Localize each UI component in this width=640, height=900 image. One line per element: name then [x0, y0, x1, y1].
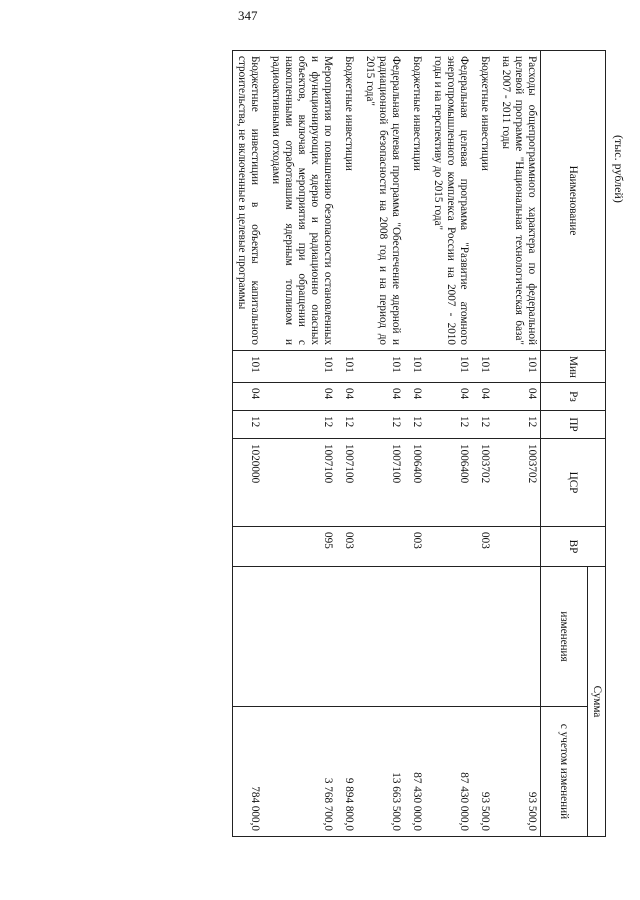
row-min: 101: [476, 351, 497, 383]
header-min: Мин: [541, 351, 606, 383]
row-changes: [429, 567, 476, 707]
row-changes: [361, 567, 408, 707]
row-name: Расходы общепрограммного характера по федеральной целевой программе "Национальная технологическая база" на 2007 - 2011 годы: [497, 51, 541, 351]
table-body: [233, 51, 541, 837]
table-row: [476, 51, 497, 837]
row-pr: 12: [497, 411, 541, 439]
table-row: [267, 51, 340, 837]
row-csr: 1006400: [429, 439, 476, 527]
table-row: [233, 51, 268, 837]
row-csr: 1007100: [267, 439, 340, 527]
row-name: Бюджетные инвестиции: [408, 51, 429, 351]
table-row: [340, 51, 361, 837]
units-label: (тыс. рублей): [612, 135, 626, 203]
row-rz: 04: [361, 383, 408, 411]
row-csr: 1003702: [476, 439, 497, 527]
row-csr: 1003702: [497, 439, 541, 527]
row-rz: 04: [233, 383, 268, 411]
row-vr: [233, 527, 268, 567]
header-with-changes: с учетом изменений: [541, 707, 588, 837]
row-pr: 12: [267, 411, 340, 439]
row-csr: 1007100: [361, 439, 408, 527]
row-vr: 095: [267, 527, 340, 567]
header-changes: изменения: [541, 567, 588, 707]
row-name: Мероприятия по повышению безопасности остановленных и функционирующих ядерно и радиационно опасных объектов, включая мероприятия при обращении с накопленными отработавшим ядерным топливом и радиоактивными отходами: [267, 51, 340, 351]
row-pr: 12: [233, 411, 268, 439]
row-min: 101: [429, 351, 476, 383]
row-pr: 12: [340, 411, 361, 439]
row-total: 9 894 800,0: [340, 707, 361, 837]
row-rz: 04: [340, 383, 361, 411]
row-min: 101: [408, 351, 429, 383]
row-total: 87 430 000,0: [408, 707, 429, 837]
table-row: [408, 51, 429, 837]
table-row: [429, 51, 476, 837]
row-pr: 12: [361, 411, 408, 439]
row-name: Бюджетные инвестиции в объекты капитального строительства, не включенные в целевые программы: [233, 51, 268, 351]
row-changes: [340, 567, 361, 707]
row-rz: 04: [497, 383, 541, 411]
row-changes: [267, 567, 340, 707]
header-pr: ПР: [541, 411, 606, 439]
table-row: [497, 51, 541, 837]
row-min: 101: [340, 351, 361, 383]
row-pr: 12: [429, 411, 476, 439]
row-name: Бюджетные инвестиции: [476, 51, 497, 351]
row-total: 13 663 500,0: [361, 707, 408, 837]
row-pr: 12: [408, 411, 429, 439]
row-csr: 1006400: [408, 439, 429, 527]
row-changes: [497, 567, 541, 707]
table-header: [541, 51, 606, 837]
row-total: 93 500,0: [497, 707, 541, 837]
row-vr: 003: [408, 527, 429, 567]
row-total: 784 000,0: [233, 707, 268, 837]
header-vr: ВР: [541, 527, 606, 567]
row-name: Федеральная целевая программа "Обеспечение ядерной и радиационной безопасности на 2008 год и на период до 2015 года": [361, 51, 408, 351]
row-min: 101: [497, 351, 541, 383]
row-min: 101: [233, 351, 268, 383]
budget-table: [232, 50, 606, 837]
row-changes: [476, 567, 497, 707]
row-vr: 003: [340, 527, 361, 567]
row-total: 3 768 700,0: [267, 707, 340, 837]
row-rz: 04: [267, 383, 340, 411]
row-csr: 1007100: [340, 439, 361, 527]
row-changes: [233, 567, 268, 707]
page-number: 347: [238, 8, 258, 23]
row-rz: 04: [408, 383, 429, 411]
table-row: [361, 51, 408, 837]
row-vr: [497, 527, 541, 567]
header-rz: Рз: [541, 383, 606, 411]
row-changes: [408, 567, 429, 707]
row-rz: 04: [429, 383, 476, 411]
row-vr: [361, 527, 408, 567]
row-name: Федеральная целевая программа "Развитие атомного энергопромышленного комплекса России на 2007 - 2010 годы и на перспективу до 2015 года": [429, 51, 476, 351]
header-name: Наименование: [541, 51, 606, 351]
header-csr: ЦСР: [541, 439, 606, 527]
row-min: 101: [361, 351, 408, 383]
row-csr: 1020000: [233, 439, 268, 527]
row-name: Бюджетные инвестиции: [340, 51, 361, 351]
row-total: 87 430 000,0: [429, 707, 476, 837]
row-total: 93 500,0: [476, 707, 497, 837]
row-vr: 003: [476, 527, 497, 567]
row-vr: [429, 527, 476, 567]
row-rz: 04: [476, 383, 497, 411]
header-sum: Сумма: [588, 567, 606, 837]
row-min: 101: [267, 351, 340, 383]
row-pr: 12: [476, 411, 497, 439]
